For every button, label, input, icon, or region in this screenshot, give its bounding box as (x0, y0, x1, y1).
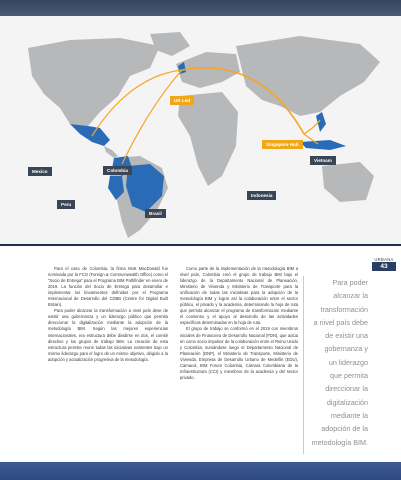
vietnam-label: Vietnam (310, 156, 336, 165)
pull-quote-line: digitalización (326, 397, 368, 407)
peru-label: Peru (57, 200, 75, 209)
paragraph: El grupo de trabajo se conformó en el 2019 con miembros iniciales de Financiera de Desarrollo Nacional (FDN), que actúa en como socio impulsor de la colaboración entre el Reino Unido y Colombia, sumándose luego el Departamento Nacional de Planeación (DNP), el Ministerio de Transporte, Ministerio de Vivienda, Empresa de Desarrollo Urbano de Medellín (EDU), Camacol, BIM Forum Colombia, Cámara Colombiana de la Infraestructura (CCI) y miembros de la academia y del sector privado. (180, 326, 298, 380)
indonesia-label: Indonesia (247, 191, 276, 200)
pull-quote-line: transformación (320, 304, 368, 314)
paragraph: Para el caso de Colombia, la firma Mott MacDonald fue nominada por la FCO (Foreign & Commonwealth Office) como el “Socio de Entrega” para el Programa BIM Pathfinder en enero de 2019. La función del Socio de Entrega para desarrollar e implementar los lineamientos definidos por el Programa Internacional de Desarrollo del CDBB (Centre for Digital Built Britain). (48, 266, 168, 308)
page-number: 43 (372, 262, 396, 271)
paragraph: Para poder alcanzar la transformación a nivel país dese de existir una gobernanza y un liderazgo público que permita direccionar la digitalización mediante la adopción de la metodología BIM. Según las mejores experiencias internacionales, era estructura debe dividirse en dos, el comité directivo y los grupos de trabajo BIM. La creación de esta estructura permite reunir todas las iniciativas existentes bajo un mismo liderazgo para el logro de un mismo objetivo, dirigido a la adopción y actualización progresiva de la metodología. (48, 308, 168, 362)
pull-quote-line: metodología BIM. (311, 437, 368, 447)
pull-quote-line: mediante la (330, 410, 368, 420)
singapore-hub-label: Singapore Hub (262, 140, 303, 149)
pull-quote-line: a nivel país debe (313, 317, 368, 327)
bottom-band (0, 462, 401, 480)
mexico-label: Mexico (28, 167, 52, 176)
section-divider (0, 244, 401, 246)
pull-quote-line: un liderazgo (328, 357, 368, 367)
pull-quote-line: alcanzar la (333, 291, 368, 301)
pull-quote-line: de existir una (325, 331, 368, 341)
pull-quote-line: adopción de la (321, 424, 368, 434)
colombia-label: Colombia (103, 166, 132, 175)
pull-quote-line: que permita (330, 371, 368, 381)
text-column-2 (180, 266, 298, 381)
top-band (0, 0, 401, 16)
brasil-label: Brasil (145, 209, 166, 218)
pull-quote-line: direccionar la (325, 384, 368, 394)
page-brand (372, 257, 396, 271)
paragraph: Como parte de la implementación de la metodología BIM a nivel país, Colombia creó el grupo de trabajo BIM bajo el liderazgo de la Departamento Nacional de Planeación, Ministerio de Vivienda y Ministerio de Transporte para la unificación de todas las iniciativas para la adopción de la metodología BIM y lograr así la colaboración entre el sector público, el privado y la academia, determinando la hoja de ruta que permita alcanzar el programa de transformación mediante el consenso y el apoyo al desarrollo de las actividades específicas determinadas en la hoja de ruta. (180, 266, 298, 326)
pull-quote-line: Para poder (332, 278, 368, 287)
pull-quote-line: gobernanza y (324, 344, 368, 354)
text-column-1 (48, 266, 168, 363)
uk-led-label: UK Led (170, 96, 194, 105)
brand-name: URBANA (374, 257, 394, 262)
pull-quote (306, 276, 368, 449)
world-map-figure (0, 16, 401, 244)
world-map (0, 16, 401, 244)
pull-quote-rule (303, 276, 304, 454)
